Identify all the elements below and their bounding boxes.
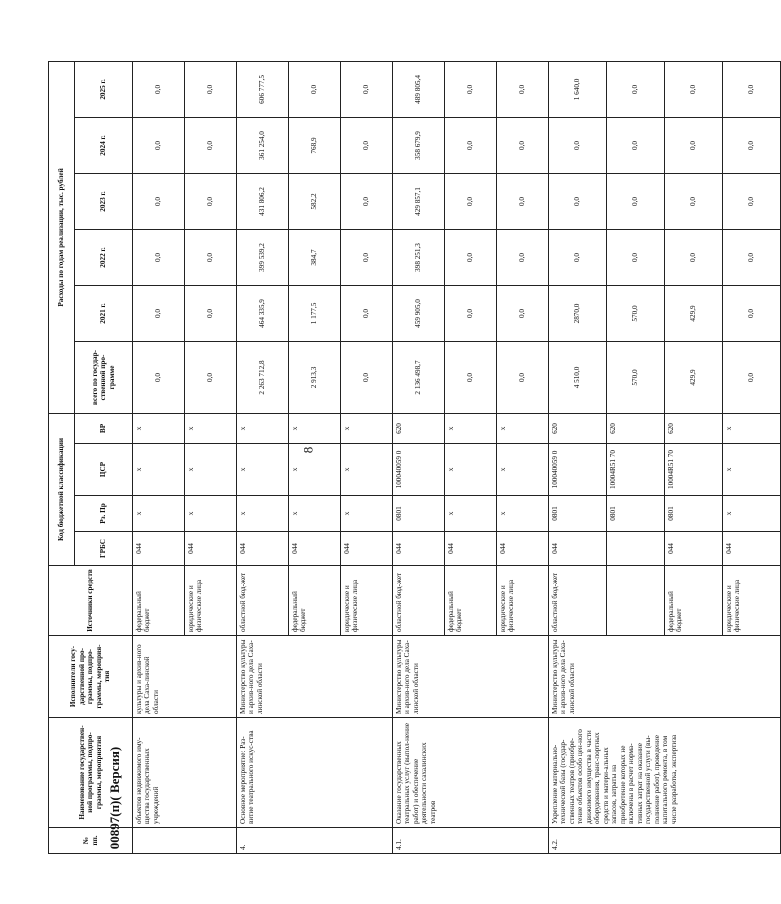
total-cell: 0,0 — [723, 341, 781, 413]
grbs-cell: 044 — [497, 532, 549, 566]
rzpr-cell: х — [289, 496, 341, 532]
row-number: 4. — [237, 828, 393, 854]
grbs-cell: 044 — [393, 532, 445, 566]
y2022-cell: 0,0 — [723, 229, 781, 285]
y2022-cell: 0,0 — [607, 229, 665, 285]
rzpr-cell: х — [445, 496, 497, 532]
header-total: всего по государ-ственной про-грамме — [75, 341, 133, 413]
csr-cell: х — [341, 444, 393, 496]
vr-cell: х — [289, 413, 341, 443]
row-executor: культуры и архив-ного дела Саха-линской области — [133, 636, 237, 718]
row-executor: Министерство культуры и архив-ного дела Саха-линской области — [393, 636, 549, 718]
budget-table — [48, 61, 781, 854]
header-csr: ЦСР — [75, 444, 133, 496]
y2023-cell: 0,0 — [341, 173, 393, 229]
grbs-cell: 044 — [723, 532, 781, 566]
y2021-cell: 429,9 — [665, 285, 723, 341]
rzpr-cell: х — [185, 496, 237, 532]
y2024-cell: 0,0 — [665, 117, 723, 173]
y2025-cell: 0,0 — [497, 61, 549, 117]
y2024-cell: 0,0 — [133, 117, 185, 173]
y2022-cell: 0,0 — [549, 229, 607, 285]
vr-cell: х — [497, 413, 549, 443]
vr-cell: х — [341, 413, 393, 443]
header-no: № пп. — [49, 828, 133, 854]
source-cell: юридические и физические лица — [341, 566, 393, 636]
grbs-cell: 044 — [665, 532, 723, 566]
y2021-cell: 0,0 — [497, 285, 549, 341]
table-row — [133, 61, 185, 853]
grbs-cell: 044 — [185, 532, 237, 566]
csr-cell: х — [133, 444, 185, 496]
y2025-cell: 0,0 — [341, 61, 393, 117]
grbs-cell: 044 — [133, 532, 185, 566]
page-number: 8 — [300, 446, 316, 454]
rotated-table-container — [48, 62, 756, 854]
y2022-cell: 0,0 — [341, 229, 393, 285]
y2024-cell: 358 679,9 — [393, 117, 445, 173]
total-cell: 2 913,3 — [289, 341, 341, 413]
row-number: 4.1. — [393, 828, 549, 854]
csr-cell: 10004R51 70 — [607, 444, 665, 496]
table-row — [237, 61, 289, 853]
total-cell: 429,9 — [665, 341, 723, 413]
header-source: Источники средств — [49, 566, 133, 636]
csr-cell: х — [289, 444, 341, 496]
csr-cell: х — [445, 444, 497, 496]
y2023-cell: 0,0 — [185, 173, 237, 229]
y2025-cell: 0,0 — [185, 61, 237, 117]
y2024-cell: 361 254,0 — [237, 117, 289, 173]
y2024-cell: 768,9 — [289, 117, 341, 173]
header-2025: 2025 г. — [75, 61, 133, 117]
y2023-cell: 0,0 — [549, 173, 607, 229]
y2022-cell: 0,0 — [665, 229, 723, 285]
source-cell — [607, 566, 665, 636]
rzpr-cell: 0801 — [393, 496, 445, 532]
y2021-cell: 570,0 — [607, 285, 665, 341]
total-cell: 0,0 — [497, 341, 549, 413]
y2023-cell: 431 806,2 — [237, 173, 289, 229]
source-cell: областной бюд-жет — [393, 566, 445, 636]
source-cell: федеральный бюджет — [665, 566, 723, 636]
table-header — [49, 61, 133, 853]
y2022-cell: 0,0 — [445, 229, 497, 285]
y2022-cell: 384,7 — [289, 229, 341, 285]
rzpr-cell: 0801 — [549, 496, 607, 532]
y2022-cell: 0,0 — [133, 229, 185, 285]
rzpr-cell: х — [497, 496, 549, 532]
y2023-cell: 0,0 — [497, 173, 549, 229]
y2025-cell: 0,0 — [665, 61, 723, 117]
row-executor: Министерство культуры и архив-ного дела Саха-линской области — [549, 636, 781, 718]
y2025-cell: 0,0 — [289, 61, 341, 117]
source-cell: федеральный бюджет — [289, 566, 341, 636]
table-row — [549, 61, 607, 853]
y2023-cell: 0,0 — [133, 173, 185, 229]
total-cell: 4 510,0 — [549, 341, 607, 413]
vr-cell: 620 — [393, 413, 445, 443]
y2024-cell: 0,0 — [497, 117, 549, 173]
header-name: Наименование государствен-ной программы, подпро-граммы, мероприятия — [49, 718, 133, 828]
y2025-cell: 0,0 — [723, 61, 781, 117]
source-cell: федеральный бюджет — [445, 566, 497, 636]
header-grbs: ГРБС — [75, 532, 133, 566]
source-cell: юридические и физические лица — [723, 566, 781, 636]
y2021-cell: 2870,0 — [549, 285, 607, 341]
vr-cell: х — [445, 413, 497, 443]
row-name: Основное мероприятие: Раз-витие театрального искус-ства — [237, 718, 393, 828]
total-cell: 0,0 — [445, 341, 497, 413]
source-cell: юридические и физические лица — [185, 566, 237, 636]
y2024-cell: 0,0 — [723, 117, 781, 173]
y2025-cell: 0,0 — [133, 61, 185, 117]
total-cell: 570,0 — [607, 341, 665, 413]
document-mark: 00897(п)( Версия) — [107, 746, 122, 850]
table-row — [393, 61, 445, 853]
table-body — [133, 61, 781, 853]
y2025-cell: 606 777,5 — [237, 61, 289, 117]
vr-cell: 620 — [607, 413, 665, 443]
grbs-cell: 044 — [341, 532, 393, 566]
y2022-cell: 398 251,3 — [393, 229, 445, 285]
header-2023: 2023 г. — [75, 173, 133, 229]
y2025-cell: 1 640,0 — [549, 61, 607, 117]
y2021-cell: 0,0 — [723, 285, 781, 341]
source-cell: областной бюд-жет — [237, 566, 289, 636]
y2021-cell: 0,0 — [445, 285, 497, 341]
y2022-cell: 399 539,2 — [237, 229, 289, 285]
rzpr-cell: х — [237, 496, 289, 532]
y2024-cell: 0,0 — [445, 117, 497, 173]
row-number — [133, 828, 237, 854]
grbs-cell: 044 — [549, 532, 607, 566]
csr-cell: 10004R51 70 — [665, 444, 723, 496]
header-expenses: Расходы по годам реализации, тыс. рублей — [49, 61, 75, 413]
vr-cell: 620 — [549, 413, 607, 443]
header-2022: 2022 г. — [75, 229, 133, 285]
rzpr-cell: х — [341, 496, 393, 532]
csr-cell: х — [723, 444, 781, 496]
header-rzpr: Рз. Пр — [75, 496, 133, 532]
header-budget-class: Код бюджетной классификации — [49, 413, 75, 565]
row-name: объектов недвижимого иму-щества государственных учреждений — [133, 718, 237, 828]
total-cell: 0,0 — [341, 341, 393, 413]
header-vr: ВР — [75, 413, 133, 443]
header-executor: Исполнители госу-дарственной про-граммы, подпро-граммы, мероприя-тия — [49, 636, 133, 718]
y2024-cell: 0,0 — [607, 117, 665, 173]
y2025-cell: 0,0 — [445, 61, 497, 117]
row-executor: Министерство культуры и архив-ного дела Саха-линской области — [237, 636, 393, 718]
y2021-cell: 0,0 — [133, 285, 185, 341]
y2021-cell: 0,0 — [185, 285, 237, 341]
vr-cell: х — [133, 413, 185, 443]
y2023-cell: 429 857,1 — [393, 173, 445, 229]
y2023-cell: 582,2 — [289, 173, 341, 229]
source-cell: областной бюд-жет — [549, 566, 607, 636]
row-name: Оказание государственных театральных услуг (выпол-нение работ) и обеспечение деятельности сахалинских театров — [393, 718, 549, 828]
total-cell: 2 263 712,8 — [237, 341, 289, 413]
grbs-cell — [607, 532, 665, 566]
header-2024: 2024 г. — [75, 117, 133, 173]
y2025-cell: 489 805,4 — [393, 61, 445, 117]
csr-cell: х — [497, 444, 549, 496]
y2023-cell: 0,0 — [445, 173, 497, 229]
csr-cell: 100040059 0 — [393, 444, 445, 496]
vr-cell: х — [723, 413, 781, 443]
y2021-cell: 459 905,0 — [393, 285, 445, 341]
y2024-cell: 0,0 — [185, 117, 237, 173]
y2021-cell: 464 335,9 — [237, 285, 289, 341]
csr-cell: 100040059 0 — [549, 444, 607, 496]
row-number: 4.2. — [549, 828, 781, 854]
rzpr-cell: х — [723, 496, 781, 532]
vr-cell: 620 — [665, 413, 723, 443]
y2023-cell: 0,0 — [607, 173, 665, 229]
source-cell: юридические и физические лица — [497, 566, 549, 636]
y2024-cell: 0,0 — [549, 117, 607, 173]
row-name: Укрепление материально-технической базы (государ-ственных театров (приобре-тение объектов особо цен-ного движимого имущества в части оборудования, транс-портных средств и матери-альных запасов, затраты на приобретение которых не включены в расчет норма-тивных затрат на оказание государственной услуги (вы-полнение работ), проведение капитального ремонта, в том числе разработка, экспертиза — [549, 718, 781, 828]
total-cell: 0,0 — [185, 341, 237, 413]
vr-cell: х — [237, 413, 289, 443]
y2023-cell: 0,0 — [665, 173, 723, 229]
grbs-cell: 044 — [289, 532, 341, 566]
total-cell: 0,0 — [133, 341, 185, 413]
csr-cell: х — [237, 444, 289, 496]
vr-cell: х — [185, 413, 237, 443]
y2024-cell: 0,0 — [341, 117, 393, 173]
y2022-cell: 0,0 — [185, 229, 237, 285]
y2021-cell: 0,0 — [341, 285, 393, 341]
csr-cell: х — [185, 444, 237, 496]
source-cell: федеральный бюджет — [133, 566, 185, 636]
grbs-cell: 044 — [237, 532, 289, 566]
y2025-cell: 0,0 — [607, 61, 665, 117]
y2022-cell: 0,0 — [497, 229, 549, 285]
total-cell: 2 136 498,7 — [393, 341, 445, 413]
rzpr-cell: х — [133, 496, 185, 532]
rzpr-cell: 0801 — [607, 496, 665, 532]
y2021-cell: 1 177,5 — [289, 285, 341, 341]
y2023-cell: 0,0 — [723, 173, 781, 229]
header-2021: 2021 г. — [75, 285, 133, 341]
rzpr-cell: 0801 — [665, 496, 723, 532]
grbs-cell: 044 — [445, 532, 497, 566]
